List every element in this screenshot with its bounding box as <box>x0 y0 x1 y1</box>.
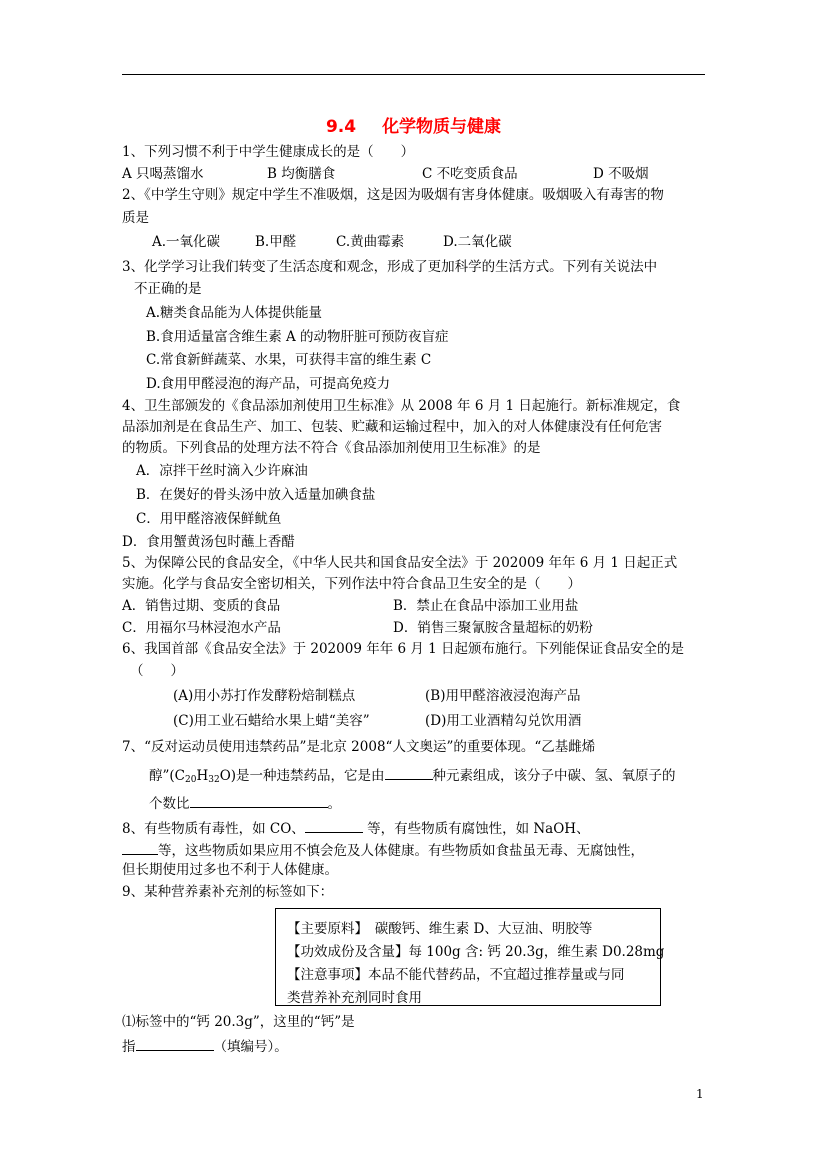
label-content: 【功效成份及含量】每 100g 含: 钙 20.3g，维生素 D0.28mg <box>287 944 665 960</box>
q8-corrosive-text: 等，有些物质有腐蚀性，如 NaOH、 <box>367 821 590 837</box>
q6-option-b: (B)用甲醛溶液浸泡海产品 <box>425 688 581 704</box>
q3-option-c: C.常食新鲜蔬菜、水果，可获得丰富的维生素 C <box>146 352 432 368</box>
q9-stem: 9、某种营养素补充剂的标签如下： <box>122 884 334 900</box>
q9-part1-line1: ⑴标签中的“钙 20.3g”，这里的“钙”是 <box>122 1014 355 1030</box>
q4-stem-line3: 的物质。下列食品的处理方法不符合《食品添加剂使用卫生标准》的是 <box>122 440 541 456</box>
q1-option-b: B 均衡膳食 <box>267 166 336 182</box>
q7-elements-blank[interactable] <box>385 767 433 780</box>
q2-stem-line2: 质是 <box>122 210 149 226</box>
q7-stem-line3 <box>149 795 341 812</box>
q7-stem-line2-end: 种元素组成，该分子中碳、氢、氧原子的 <box>432 768 676 784</box>
q8-corrosive-blank[interactable] <box>122 842 158 855</box>
q7-carbon-count: 20 <box>185 775 197 785</box>
q6-stem-line2: （ ） <box>130 663 184 679</box>
q1-stem: 1、下列习惯不利于中学生健康成长的是（ ） <box>122 144 415 160</box>
q4-option-d: D．食用蟹黄汤包时蘸上香醋 <box>122 534 295 550</box>
q5-stem-line1: 5、为保障公民的食品安全，《中华人民共和国食品安全法》于 202009 年年 6 月 1 日起正式 <box>122 555 678 571</box>
label-notice-cont: 类营养补充剂同时食用 <box>287 990 422 1006</box>
q5-option-b: B．禁止在食品中添加工业用盐 <box>393 598 579 614</box>
q6-stem-line1: 6、我国首部《食品安全法》于 202009 年年 6 月 1 日起颁布施行。下列能保证食品安全的是 <box>122 641 685 657</box>
q7-hydrogen: H <box>196 768 209 784</box>
q6-option-a: (A)用小苏打作发酵粉焙制糕点 <box>173 688 356 704</box>
title-text: 化学物质与健康 <box>382 117 502 137</box>
page-number: 1 <box>696 1087 704 1101</box>
q5-option-a: A．销售过期、变质的食品 <box>122 598 281 614</box>
q8-toxic-blank[interactable] <box>305 820 363 833</box>
q3-option-b: B.食用适量富含维生素 A 的动物肝脏可预防夜盲症 <box>146 329 449 345</box>
q7-ratio-label: 个数比 <box>149 796 190 812</box>
q2-option-c: C.黄曲霉素 <box>336 234 405 250</box>
q6-option-d: (D)用工业酒精勾兑饮用酒 <box>425 713 582 729</box>
q8-toxic-text: 8、有些物质有毒性，如 CO、 <box>122 821 305 837</box>
q8-stem-line2-text: 等，这些物质如果应用不慎会危及人体健康。有些物质如食盐虽无毒、无腐蚀性， <box>158 843 644 859</box>
q5-option-c: C．用福尔马林浸泡水产品 <box>122 620 281 636</box>
q4-stem-line1: 4、卫生部颁发的《食品添加剂使用卫生标准》从 2008 年 6 月 1 日起施行。新标准规定，食 <box>122 398 681 414</box>
q4-option-a: A．凉拌干丝时滴入少许麻油 <box>136 463 308 479</box>
q7-stem-line2 <box>149 767 676 785</box>
q9-part1-prefix: 指 <box>122 1039 136 1055</box>
q2-option-d: D.二氧化碳 <box>443 234 512 250</box>
q7-ratio-blank[interactable] <box>190 795 328 808</box>
q9-part1-suffix: （填编号）。 <box>213 1039 288 1055</box>
q8-stem-line1 <box>122 820 590 837</box>
q2-stem-line1: 2、《中学生守则》规定中学生不准吸烟，这是因为吸烟有害身体健康。吸烟吸入有毒害的物 <box>122 187 664 203</box>
q7-hydrogen-count: 32 <box>208 775 220 785</box>
q3-stem-line2: 不正确的是 <box>134 281 202 297</box>
label-notice: 【注意事项】本品不能代替药品，不宜超过推荐量或与同 <box>287 967 625 983</box>
label-ingredients: 【主要原料】 碳酸钙、维生素 D、大豆油、明胶等 <box>287 921 593 937</box>
q3-option-d: D.食用甲醛浸泡的海产品，可提高免疫力 <box>146 376 391 392</box>
q5-stem-line2: 实施。化学与食品安全密切相关，下列作法中符合食品卫生安全的是（ ） <box>122 576 581 592</box>
q3-stem-line1: 3、化学学习让我们转变了生活态度和观念，形成了更加科学的生活方式。下列有关说法中 <box>122 259 658 275</box>
title-number: 9.4 <box>325 117 357 137</box>
q8-stem-line2 <box>122 842 644 859</box>
q2-option-b: B.甲醛 <box>255 234 297 250</box>
q7-stem-line1: 7、“反对运动员使用违禁药品”是北京 2008“人文奥运”的重要体现。“乙基雌烯 <box>122 739 596 755</box>
q1-option-c: C 不吃变质食品 <box>422 166 518 182</box>
page-title <box>0 112 827 137</box>
q1-option-a: A 只喝蒸馏水 <box>122 166 204 182</box>
q3-option-a: A.糖类食品能为人体提供能量 <box>146 305 323 321</box>
q9-part1-line2 <box>122 1038 288 1055</box>
q2-option-a: A.一氧化碳 <box>152 234 221 250</box>
q7-formula-prefix: 醇”(C <box>149 768 185 784</box>
q1-option-d: D 不吸烟 <box>593 166 649 182</box>
q5-option-d: D．销售三聚氰胺含量超标的奶粉 <box>393 620 593 636</box>
q4-option-b: B．在煲好的骨头汤中放入适量加碘食盐 <box>136 487 376 503</box>
nutrition-label-box <box>275 908 665 1006</box>
q6-option-c: (C)用工业石蜡给水果上蜡“美容” <box>173 713 370 729</box>
q8-stem-line3: 但长期使用过多也不利于人体健康。 <box>122 862 338 878</box>
q4-option-c: C．用甲醛溶液保鲜鱿鱼 <box>136 511 282 527</box>
q4-stem-line2: 品添加剂是在食品生产、加工、包装、贮藏和运输过程中，加入的对人体健康没有任何危害 <box>122 419 662 435</box>
header-rule <box>122 74 705 75</box>
q9-part1-blank[interactable] <box>136 1038 214 1051</box>
q7-formula-suffix: O)是一种违禁药品，它是由 <box>219 768 385 784</box>
q7-ratio-end: 。 <box>327 796 341 812</box>
